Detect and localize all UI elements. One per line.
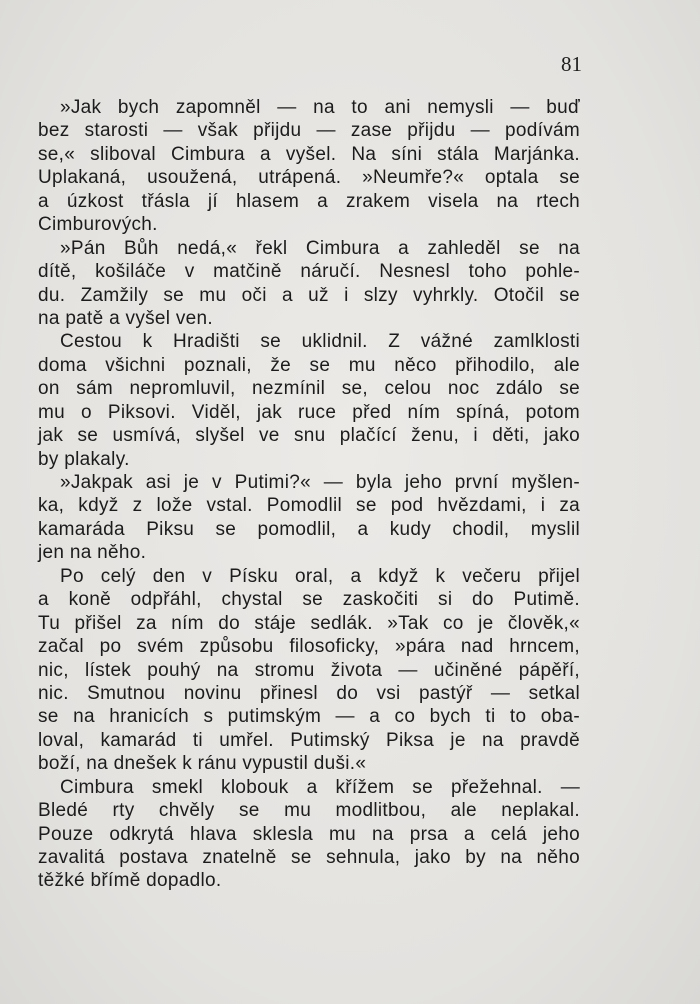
text-line: du. Zamžily se mu oči a už i slzy vyhrkly. Otočil se [38,284,580,306]
text-line: zavalitá postava znatelně se sehnula, jako by na něho [38,847,580,868]
text-line: ka, když z lože vstal. Pomodlil se pod hvězdami, i za [38,495,580,517]
text-line: on sám nepromluvil, nezmínil se, celou noc zdálo se [38,378,580,400]
text-line: Bledé rty chvěly se mu modlitbou, ale neplakal. [38,800,580,822]
text-line: nic. Smutnou novinu přinesl do vsi pastýř — setkal [38,682,580,704]
text-line: »Jakpak asi je v Putimi?« — byla jeho první myšlen- [60,472,580,493]
text-line: Cimbura smekl klobouk a křížem se přežehnal. — [60,776,580,798]
text-line: jak se usmívá, slyšel ve snu plačící ženu, i děti, jako [38,425,580,447]
text-line: Cimburových. [38,214,158,236]
text-line: bez starosti — však přijdu — zase přijdu — podívám [38,120,580,142]
text-line: by plakaly. [38,448,130,470]
text-line: Pouze odkrytá hlava sklesla mu na prsa a celá jeho [38,823,580,845]
text-line: Uplakaná, usoužená, utrápená. »Neumře?« optala se [38,167,580,189]
page-number: 81 [561,52,582,76]
text-line: a koně odpřáhl, chystal se zaskočiti si do Putimě. [38,589,580,611]
text-line: jen na něho. [38,542,147,564]
text-line: nic, lístek pouhý na stromu života — učiněné pápěří, [38,659,580,681]
text-line: začal po svém způsobu filosoficky, »pára nad hrncem, [38,636,580,658]
text-line: se na hranicích s putimským — a co bych ti to oba- [38,706,580,728]
body-text [38,96,580,893]
text-line: na patě a vyšel ven. [38,307,213,329]
text-line: loval, kamarád ti umřel. Putimský Piksa je na pravdě [38,729,580,751]
text-line: doma všichni poznali, že se mu něco přihodilo, ale [38,354,580,376]
text-line: kamaráda Piksu se pomodlil, a kudy chodil, myslil [38,518,580,540]
text-line: Cestou k Hradišti se uklidnil. Z vážné zamlklosti [60,331,580,353]
text-line: Tu přišel za ním do stáje sedlák. »Tak co je člověk,« [38,612,580,634]
text-line: těžké břímě dopadlo. [38,870,222,892]
text-line: a úzkost třásla jí hlasem a zrakem visela na rtech [38,190,580,212]
text-line: se,« sliboval Cimbura a vyšel. Na síni stála Marjánka. [38,143,580,165]
text-line: boží, na dnešek k ránu vypustil duši.« [38,753,367,775]
text-line: mu o Piksovi. Viděl, jak ruce před ním spíná, potom [38,401,580,423]
text-line: »Jak bych zapomněl — na to ani nemysli — buď [60,97,580,118]
text-line: dítě, košiláče v matčině náručí. Nesnesl toho pohle- [38,261,580,283]
text-line: Po celý den v Písku oral, a když k večeru přijel [60,565,580,587]
text-line: »Pán Bůh nedá,« řekl Cimbura a zahleděl se na [60,237,580,259]
